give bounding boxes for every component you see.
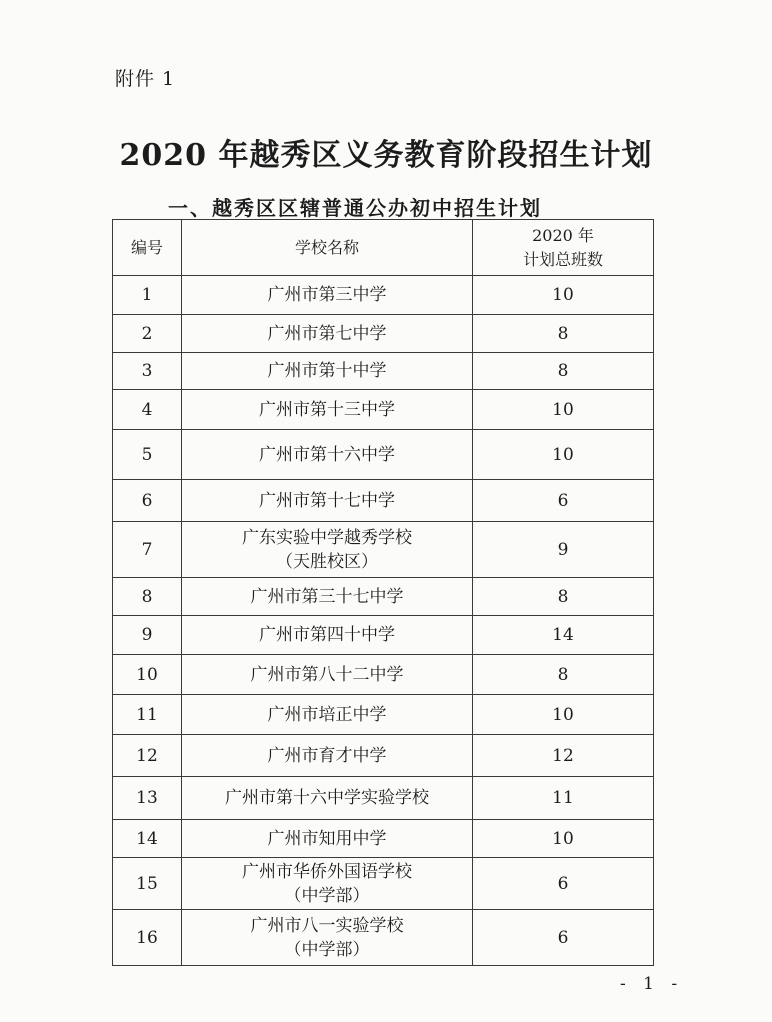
school-name-line: 广州市第四十中学 bbox=[259, 625, 395, 645]
header-classes-year: 2020 年 bbox=[532, 225, 594, 245]
table-row bbox=[113, 276, 654, 315]
enrollment-table bbox=[112, 219, 654, 966]
row-school-name bbox=[182, 777, 473, 820]
table-row bbox=[113, 430, 654, 480]
row-planned-classes: 8 bbox=[473, 578, 654, 616]
row-number: 13 bbox=[113, 777, 182, 820]
school-name-line: 广州市第十六中学实验学校 bbox=[225, 788, 429, 808]
header-number: 编号 bbox=[113, 220, 182, 276]
school-name-line: 广州市第十七中学 bbox=[259, 490, 395, 511]
table-row bbox=[113, 390, 654, 430]
row-number: 9 bbox=[113, 616, 182, 655]
row-number: 3 bbox=[113, 353, 182, 390]
school-name-line: 广州市第十中学 bbox=[267, 361, 387, 381]
header-classes-label: 计划总班数 bbox=[522, 249, 603, 269]
school-name-line: 广州市培正中学 bbox=[267, 704, 387, 725]
school-name-line: 广州市第三中学 bbox=[267, 285, 387, 305]
row-number: 16 bbox=[113, 910, 182, 966]
row-number: 1 bbox=[113, 276, 182, 315]
row-planned-classes: 8 bbox=[473, 315, 654, 353]
row-planned-classes: 6 bbox=[473, 480, 654, 522]
row-planned-classes: 10 bbox=[473, 390, 654, 430]
table-row bbox=[113, 480, 654, 522]
row-planned-classes: 10 bbox=[473, 276, 654, 315]
document-title: 2020 年越秀区义务教育阶段招生计划 bbox=[119, 138, 653, 173]
page-number: - 1 - bbox=[620, 974, 684, 994]
school-name-line: 广州市第七中学 bbox=[267, 323, 387, 344]
table-row bbox=[113, 695, 654, 735]
school-name-line: 广州市八一实验学校 bbox=[250, 915, 404, 936]
row-planned-classes: 12 bbox=[473, 735, 654, 777]
table-row bbox=[113, 820, 654, 858]
row-planned-classes: 8 bbox=[473, 655, 654, 695]
header-planned-classes bbox=[473, 220, 654, 276]
table-row bbox=[113, 735, 654, 777]
table-row bbox=[113, 777, 654, 820]
table-row bbox=[113, 522, 654, 578]
school-name-subline: （中学部） bbox=[284, 939, 370, 960]
row-planned-classes: 14 bbox=[473, 616, 654, 655]
school-name-line: 广东实验中学越秀学校 bbox=[242, 527, 412, 548]
row-planned-classes: 8 bbox=[473, 353, 654, 390]
row-number: 10 bbox=[113, 655, 182, 695]
school-name-line: 广州市第三十七中学 bbox=[250, 586, 404, 607]
table-row bbox=[113, 315, 654, 353]
row-planned-classes: 10 bbox=[473, 820, 654, 858]
table-row bbox=[113, 578, 654, 616]
school-name-line: 广州市知用中学 bbox=[267, 828, 387, 849]
row-school-name bbox=[182, 578, 473, 616]
row-number: 12 bbox=[113, 735, 182, 777]
row-school-name bbox=[182, 276, 473, 315]
row-school-name bbox=[182, 616, 473, 655]
school-name-line: 广州市育才中学 bbox=[267, 745, 387, 766]
row-planned-classes: 10 bbox=[473, 430, 654, 480]
row-school-name bbox=[182, 353, 473, 390]
row-school-name bbox=[182, 522, 473, 578]
row-number: 4 bbox=[113, 390, 182, 430]
school-name-line: 广州市第八十二中学 bbox=[250, 664, 404, 685]
school-name-subline: （中学部） bbox=[284, 885, 370, 906]
row-number: 6 bbox=[113, 480, 182, 522]
school-name-line: 广州市华侨外国语学校 bbox=[242, 861, 412, 882]
row-number: 2 bbox=[113, 315, 182, 353]
row-planned-classes: 10 bbox=[473, 695, 654, 735]
row-school-name bbox=[182, 315, 473, 353]
table-row bbox=[113, 655, 654, 695]
row-school-name bbox=[182, 735, 473, 777]
row-school-name bbox=[182, 858, 473, 910]
section-heading: 一、越秀区区辖普通公办初中招生计划 bbox=[168, 196, 542, 220]
row-number: 7 bbox=[113, 522, 182, 578]
row-planned-classes: 6 bbox=[473, 910, 654, 966]
row-school-name bbox=[182, 390, 473, 430]
row-number: 14 bbox=[113, 820, 182, 858]
table-header-row bbox=[113, 220, 654, 276]
row-planned-classes: 9 bbox=[473, 522, 654, 578]
table-row bbox=[113, 910, 654, 966]
row-number: 8 bbox=[113, 578, 182, 616]
table-row bbox=[113, 353, 654, 390]
row-school-name bbox=[182, 695, 473, 735]
table-row bbox=[113, 858, 654, 910]
table-row bbox=[113, 616, 654, 655]
row-number: 5 bbox=[113, 430, 182, 480]
row-planned-classes: 6 bbox=[473, 858, 654, 910]
row-school-name bbox=[182, 820, 473, 858]
row-school-name bbox=[182, 655, 473, 695]
attachment-label: 附件 1 bbox=[115, 68, 176, 90]
row-school-name bbox=[182, 480, 473, 522]
row-school-name bbox=[182, 430, 473, 480]
row-school-name bbox=[182, 910, 473, 966]
school-name-line: 广州市第十六中学 bbox=[259, 444, 395, 465]
row-number: 15 bbox=[113, 858, 182, 910]
row-number: 11 bbox=[113, 695, 182, 735]
school-name-line: 广州市第十三中学 bbox=[259, 399, 395, 420]
row-planned-classes: 11 bbox=[473, 777, 654, 820]
school-name-subline: （天胜校区） bbox=[276, 551, 378, 572]
header-school-name: 学校名称 bbox=[182, 220, 473, 276]
